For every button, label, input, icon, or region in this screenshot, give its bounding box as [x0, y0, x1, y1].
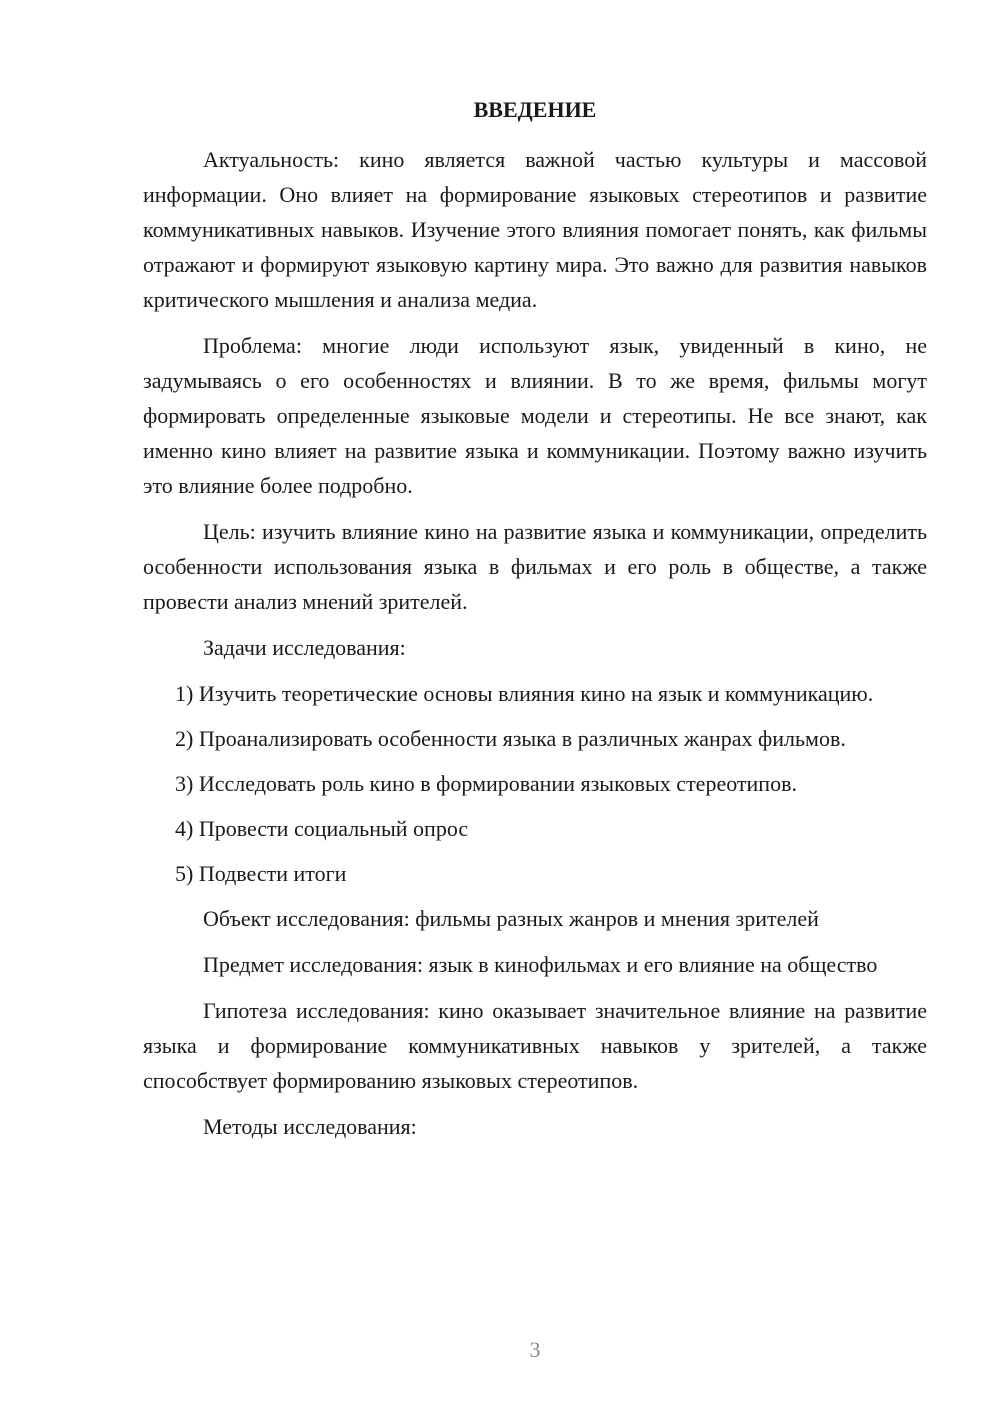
paragraph-relevance: Актуальность: кино является важной частью культуры и массовой информации. Оно влияет на формирование языковых стереотипов и развитие коммуникативных навыков. Изучение этого влияния помогает понять, как фильмы отражают и формируют языковую картину мира. Это важно для развития навыков критического мышления и анализа медиа. [143, 147, 927, 312]
page-body [143, 92, 927, 1155]
methods-heading: Методы исследования: [203, 1114, 417, 1139]
paragraph-object: Объект исследования: фильмы разных жанров и мнения зрителей [203, 906, 819, 931]
section-title: ВВЕДЕНИЕ [473, 97, 597, 122]
tasks-heading: Задачи исследования: [203, 635, 406, 660]
task-item-4: 4) Провести социальный опрос [175, 816, 469, 841]
paragraph-problem: Проблема: многие люди используют язык, увиденный в кино, не задумываясь о его особенностях и влиянии. В то же время, фильмы могут формировать определенные языковые модели и стереотипы. Не все знают, как именно кино влияет на развитие языка и коммуникации. Поэтому важно изучить это влияние более подробно. [143, 333, 927, 498]
task-item-2: 2) Проанализировать особенности языка в различных жанрах фильмов. [175, 726, 846, 751]
task-item-5: 5) Подвести итоги [175, 861, 347, 886]
task-item-1: 1) Изучить теоретические основы влияния кино на язык и коммуникацию. [175, 681, 874, 706]
paragraph-subject: Предмет исследования: язык в кинофильмах и его влияние на общество [203, 952, 878, 977]
page-number: 3 [529, 1337, 541, 1362]
task-item-3: 3) Исследовать роль кино в формировании языковых стереотипов. [175, 771, 797, 796]
paragraph-goal: Цель: изучить влияние кино на развитие языка и коммуникации, определить особенности использования языка в фильмах и его роль в обществе, а также провести анализ мнений зрителей. [143, 519, 927, 614]
paragraph-hypothesis: Гипотеза исследования: кино оказывает значительное влияние на развитие языка и формирование коммуникативных навыков у зрителей, а также способствует формированию языковых стереотипов. [143, 998, 927, 1093]
